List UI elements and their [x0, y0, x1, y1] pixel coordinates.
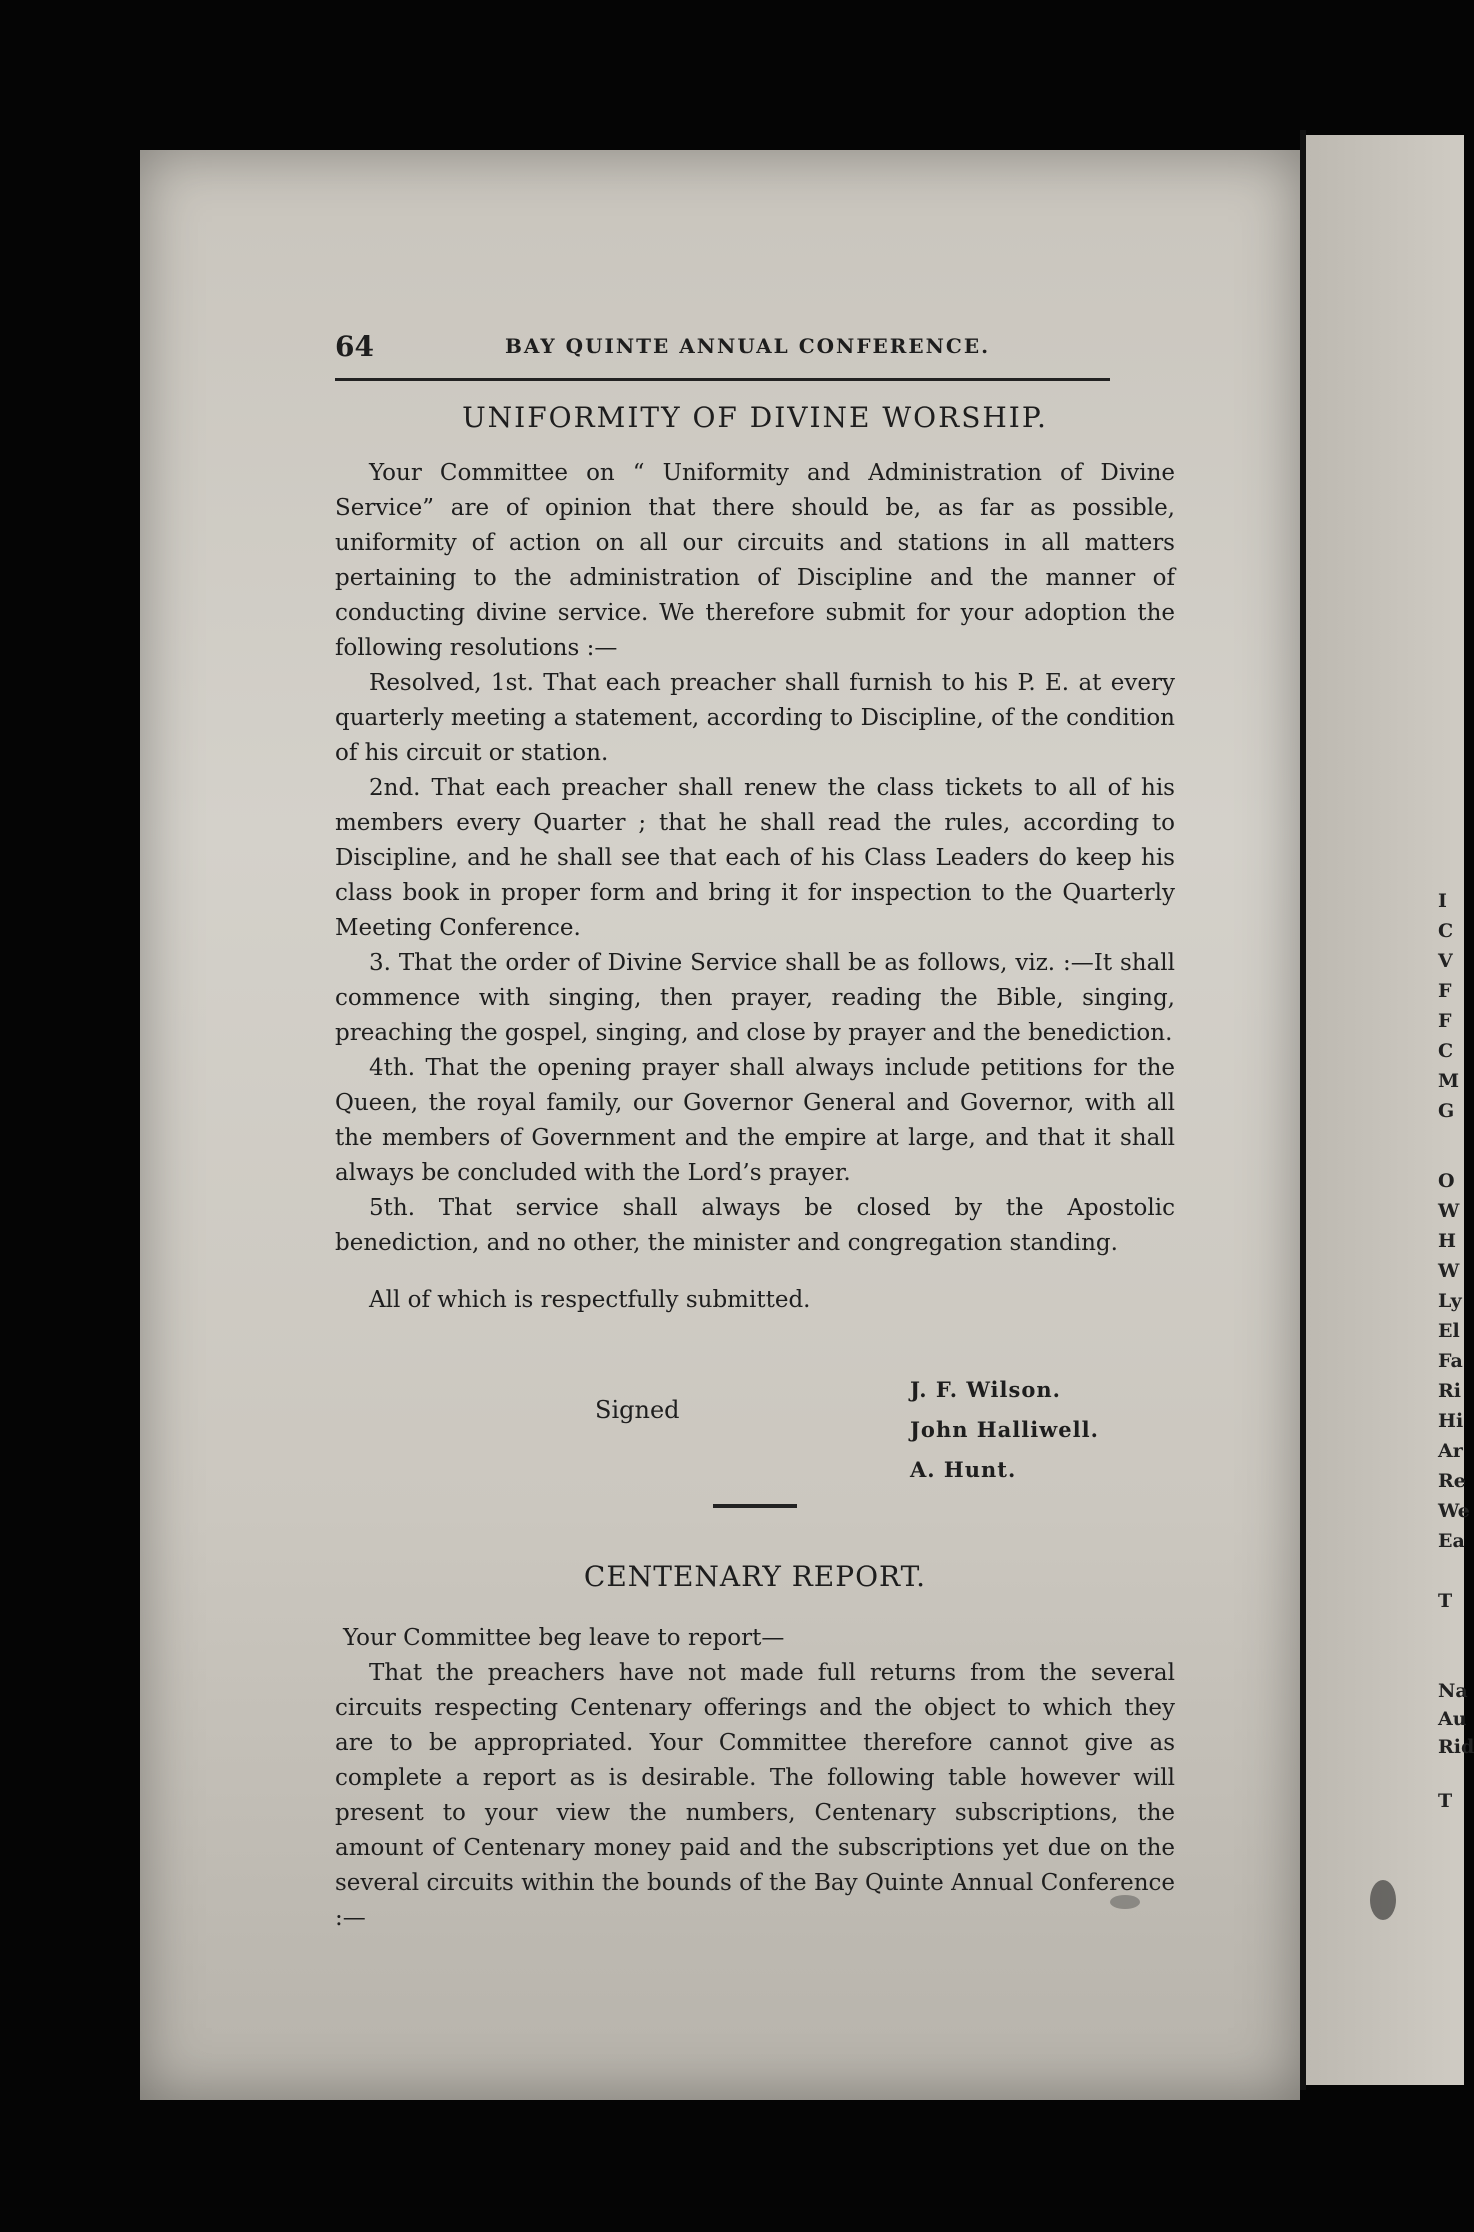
ink-smudge: [1370, 1880, 1396, 1920]
facing-page-letter: W: [1438, 1200, 1460, 1222]
facing-page-letter: V: [1438, 950, 1453, 972]
signatory: J. F. Wilson.: [910, 1377, 1061, 1402]
facing-page-letter: Fa: [1438, 1350, 1463, 1372]
facing-page-letter: H: [1438, 1230, 1456, 1252]
section-title-uniformity: UNIFORMITY OF DIVINE WORSHIP.: [462, 401, 1048, 434]
facing-page-letter: F: [1438, 1010, 1452, 1032]
facing-page-letter: Rid: [1438, 1736, 1474, 1758]
facing-page-letter: T: [1438, 1790, 1453, 1812]
facing-page-letter: O: [1438, 1170, 1455, 1192]
signed-label: Signed: [595, 1396, 680, 1424]
running-head: BAY QUINTE ANNUAL CONFERENCE.: [505, 334, 991, 358]
ink-smudge: [1110, 1895, 1140, 1909]
paragraph: 4th. That the opening prayer shall always include petitions for the Queen, the royal family, our Governor General and Governor, with all the members of Government and the empire at large, and that it shall always be concluded with the Lord’s prayer.: [335, 1055, 1175, 1186]
paragraph: 5th. That service shall always be closed by the Apostolic benediction, and no other, the minister and congregation standing.: [335, 1195, 1175, 1256]
facing-page-letter: Hi: [1438, 1410, 1464, 1432]
facing-page-letter: El: [1438, 1320, 1460, 1342]
signature-block: [335, 1352, 1175, 1492]
facing-page-letter: C: [1438, 1040, 1454, 1062]
facing-page-letter: I: [1438, 890, 1447, 912]
paragraph: 3. That the order of Divine Service shall be as follows, viz. :—It shall commence with singing, then prayer, reading the Bible, singing, preaching the gospel, singing, and close by prayer and the benediction.: [335, 950, 1175, 1046]
paragraph: Resolved, 1st. That each preacher shall furnish to his P. E. at every quarterly meeting a statement, according to Discipline, of the condition of his circuit or station.: [335, 670, 1175, 766]
facing-page-letter: M: [1438, 1070, 1460, 1092]
facing-page-letter: Ly: [1438, 1290, 1462, 1312]
facing-page-letter: T: [1438, 1590, 1453, 1612]
facing-page-letter: W: [1438, 1260, 1460, 1282]
section-title-centenary: CENTENARY REPORT.: [583, 1560, 927, 1593]
facing-page-letter: Na: [1438, 1680, 1468, 1702]
header-rule: [335, 378, 1110, 381]
signatory: John Halliwell.: [910, 1417, 1099, 1442]
facing-page-letter: Ar: [1438, 1440, 1463, 1462]
report-lead: Your Committee beg leave to report—: [343, 1625, 785, 1651]
page-number: 64: [335, 330, 374, 363]
signatories: [910, 1370, 1099, 1490]
submitted-line: All of which is respectfully submitted.: [369, 1287, 811, 1313]
facing-page-letter: Re: [1438, 1470, 1466, 1492]
facing-page-letter: Ea: [1438, 1530, 1465, 1552]
facing-page-letter: We: [1438, 1500, 1470, 1522]
facing-page-edge: [1306, 135, 1474, 2085]
page-header: [335, 330, 1175, 370]
facing-page-letter: Au: [1438, 1708, 1467, 1730]
paragraph: Your Committee on “ Uniformity and Administration of Divine Service” are of opinion that there should be, as far as possible, uniformity of action on all our circuits and stations in all matters pertaining to the administration of Discipline and the manner of conducting divine service. We therefore submit for your adoption the following resolutions :—: [335, 460, 1175, 661]
facing-page-letter: C: [1438, 920, 1454, 942]
section-divider: [713, 1504, 797, 1508]
paragraph: That the preachers have not made full returns from the several circuits respecting Centenary offerings and the object to which they are to be appropriated. Your Committee therefore cannot give as complete a report as is desirable. The following table however will present to your view the numbers, Centenary subscriptions, the amount of Centenary money paid and the subscriptions yet due on the several circuits within the bounds of the Bay Quinte Annual Conference :—: [335, 1660, 1175, 1931]
signatory: A. Hunt.: [910, 1457, 1017, 1482]
facing-page-letter: G: [1438, 1100, 1455, 1122]
paragraph: 2nd. That each preacher shall renew the class tickets to all of his members every Quarter ; that he shall read the rules, according to Discipline, and he shall see that each of his Class Leaders do keep his class book in proper form and bring it for inspection to the Quarterly Meeting Conference.: [335, 775, 1175, 941]
facing-page-letter: F: [1438, 980, 1452, 1002]
facing-page-letter: Ri: [1438, 1380, 1462, 1402]
page-content: [335, 330, 1175, 1936]
